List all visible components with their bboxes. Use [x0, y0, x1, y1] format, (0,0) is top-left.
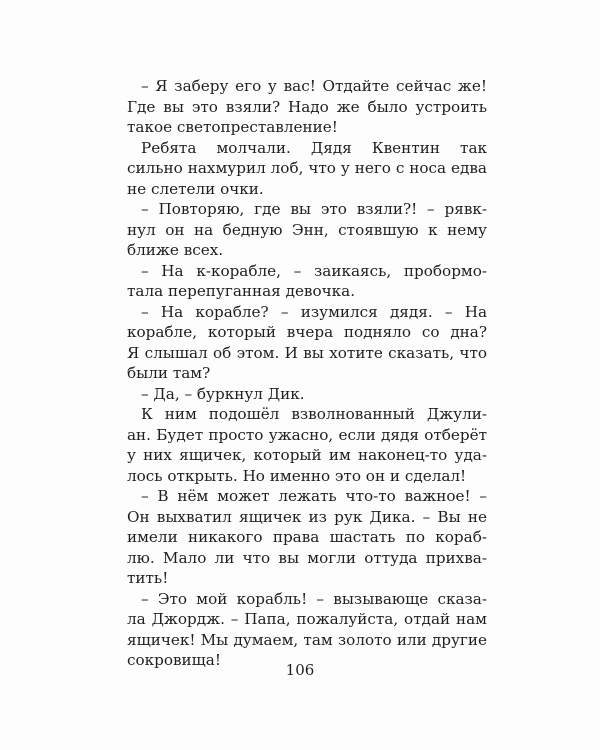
- text-line: сильно нахмурил лоб, что у него с носа едва: [127, 159, 487, 177]
- text-line: – Я заберу его у вас! Отдайте сейчас же!: [141, 77, 487, 95]
- text-line: – На корабле? – изумился дядя. – На: [141, 302, 487, 321]
- text-line: сокровища!: [127, 651, 221, 669]
- text-line: ла Джордж. – Папа, пожалуйста, отдай нам: [127, 610, 487, 628]
- text-line: – Повторяю, где вы это взяли?! – рявк-: [141, 200, 487, 218]
- text-line: не слетели очки.: [127, 179, 264, 198]
- text-line: тить!: [127, 569, 169, 587]
- text-line: ан. Будет просто ужасно, если дядя отберёт: [127, 425, 487, 444]
- text-line: – В нём может лежать что-то важное! –: [141, 487, 487, 505]
- text-line: – Это мой корабль! – вызывающе сказа-: [141, 589, 487, 608]
- text-line: Ребята молчали. Дядя Квентин так: [141, 138, 487, 157]
- text-line: – Да, – буркнул Дик.: [141, 384, 305, 403]
- text-line: лю. Мало ли что вы могли оттуда прихва-: [127, 548, 487, 567]
- text-line: Я слышал об этом. И вы хотите сказать, что: [127, 343, 487, 362]
- page-text: [127, 76, 487, 671]
- text-line: были там?: [127, 364, 211, 382]
- text-line: имели никакого права шастать по кораб-: [127, 528, 487, 546]
- text-line: Он выхватил ящичек из рук Дика. – Вы не: [127, 507, 487, 526]
- text-line: К ним подошёл взволнованный Джули-: [141, 405, 487, 423]
- text-line: лось открыть. Но именно это он и сделал!: [127, 466, 467, 485]
- page-number: 106: [285, 661, 315, 679]
- text-line: у них ящичек, который им наконец-то уда-: [127, 446, 487, 464]
- text-line: корабле, который вчера подняло со дна?: [127, 323, 487, 341]
- text-line: ящичек! Мы думаем, там золото или другие: [127, 630, 487, 649]
- text-line: – На к-корабле, – заикаясь, пробормо-: [141, 261, 487, 280]
- text-line: Где вы это взяли? Надо же было устроить: [127, 97, 487, 116]
- text-line: такое светопреставление!: [127, 118, 338, 136]
- text-line: ближе всех.: [127, 241, 224, 259]
- text-line: тала перепуганная девочка.: [127, 282, 356, 300]
- text-line: нул он на бедную Энн, стоявшую к нему: [127, 220, 487, 239]
